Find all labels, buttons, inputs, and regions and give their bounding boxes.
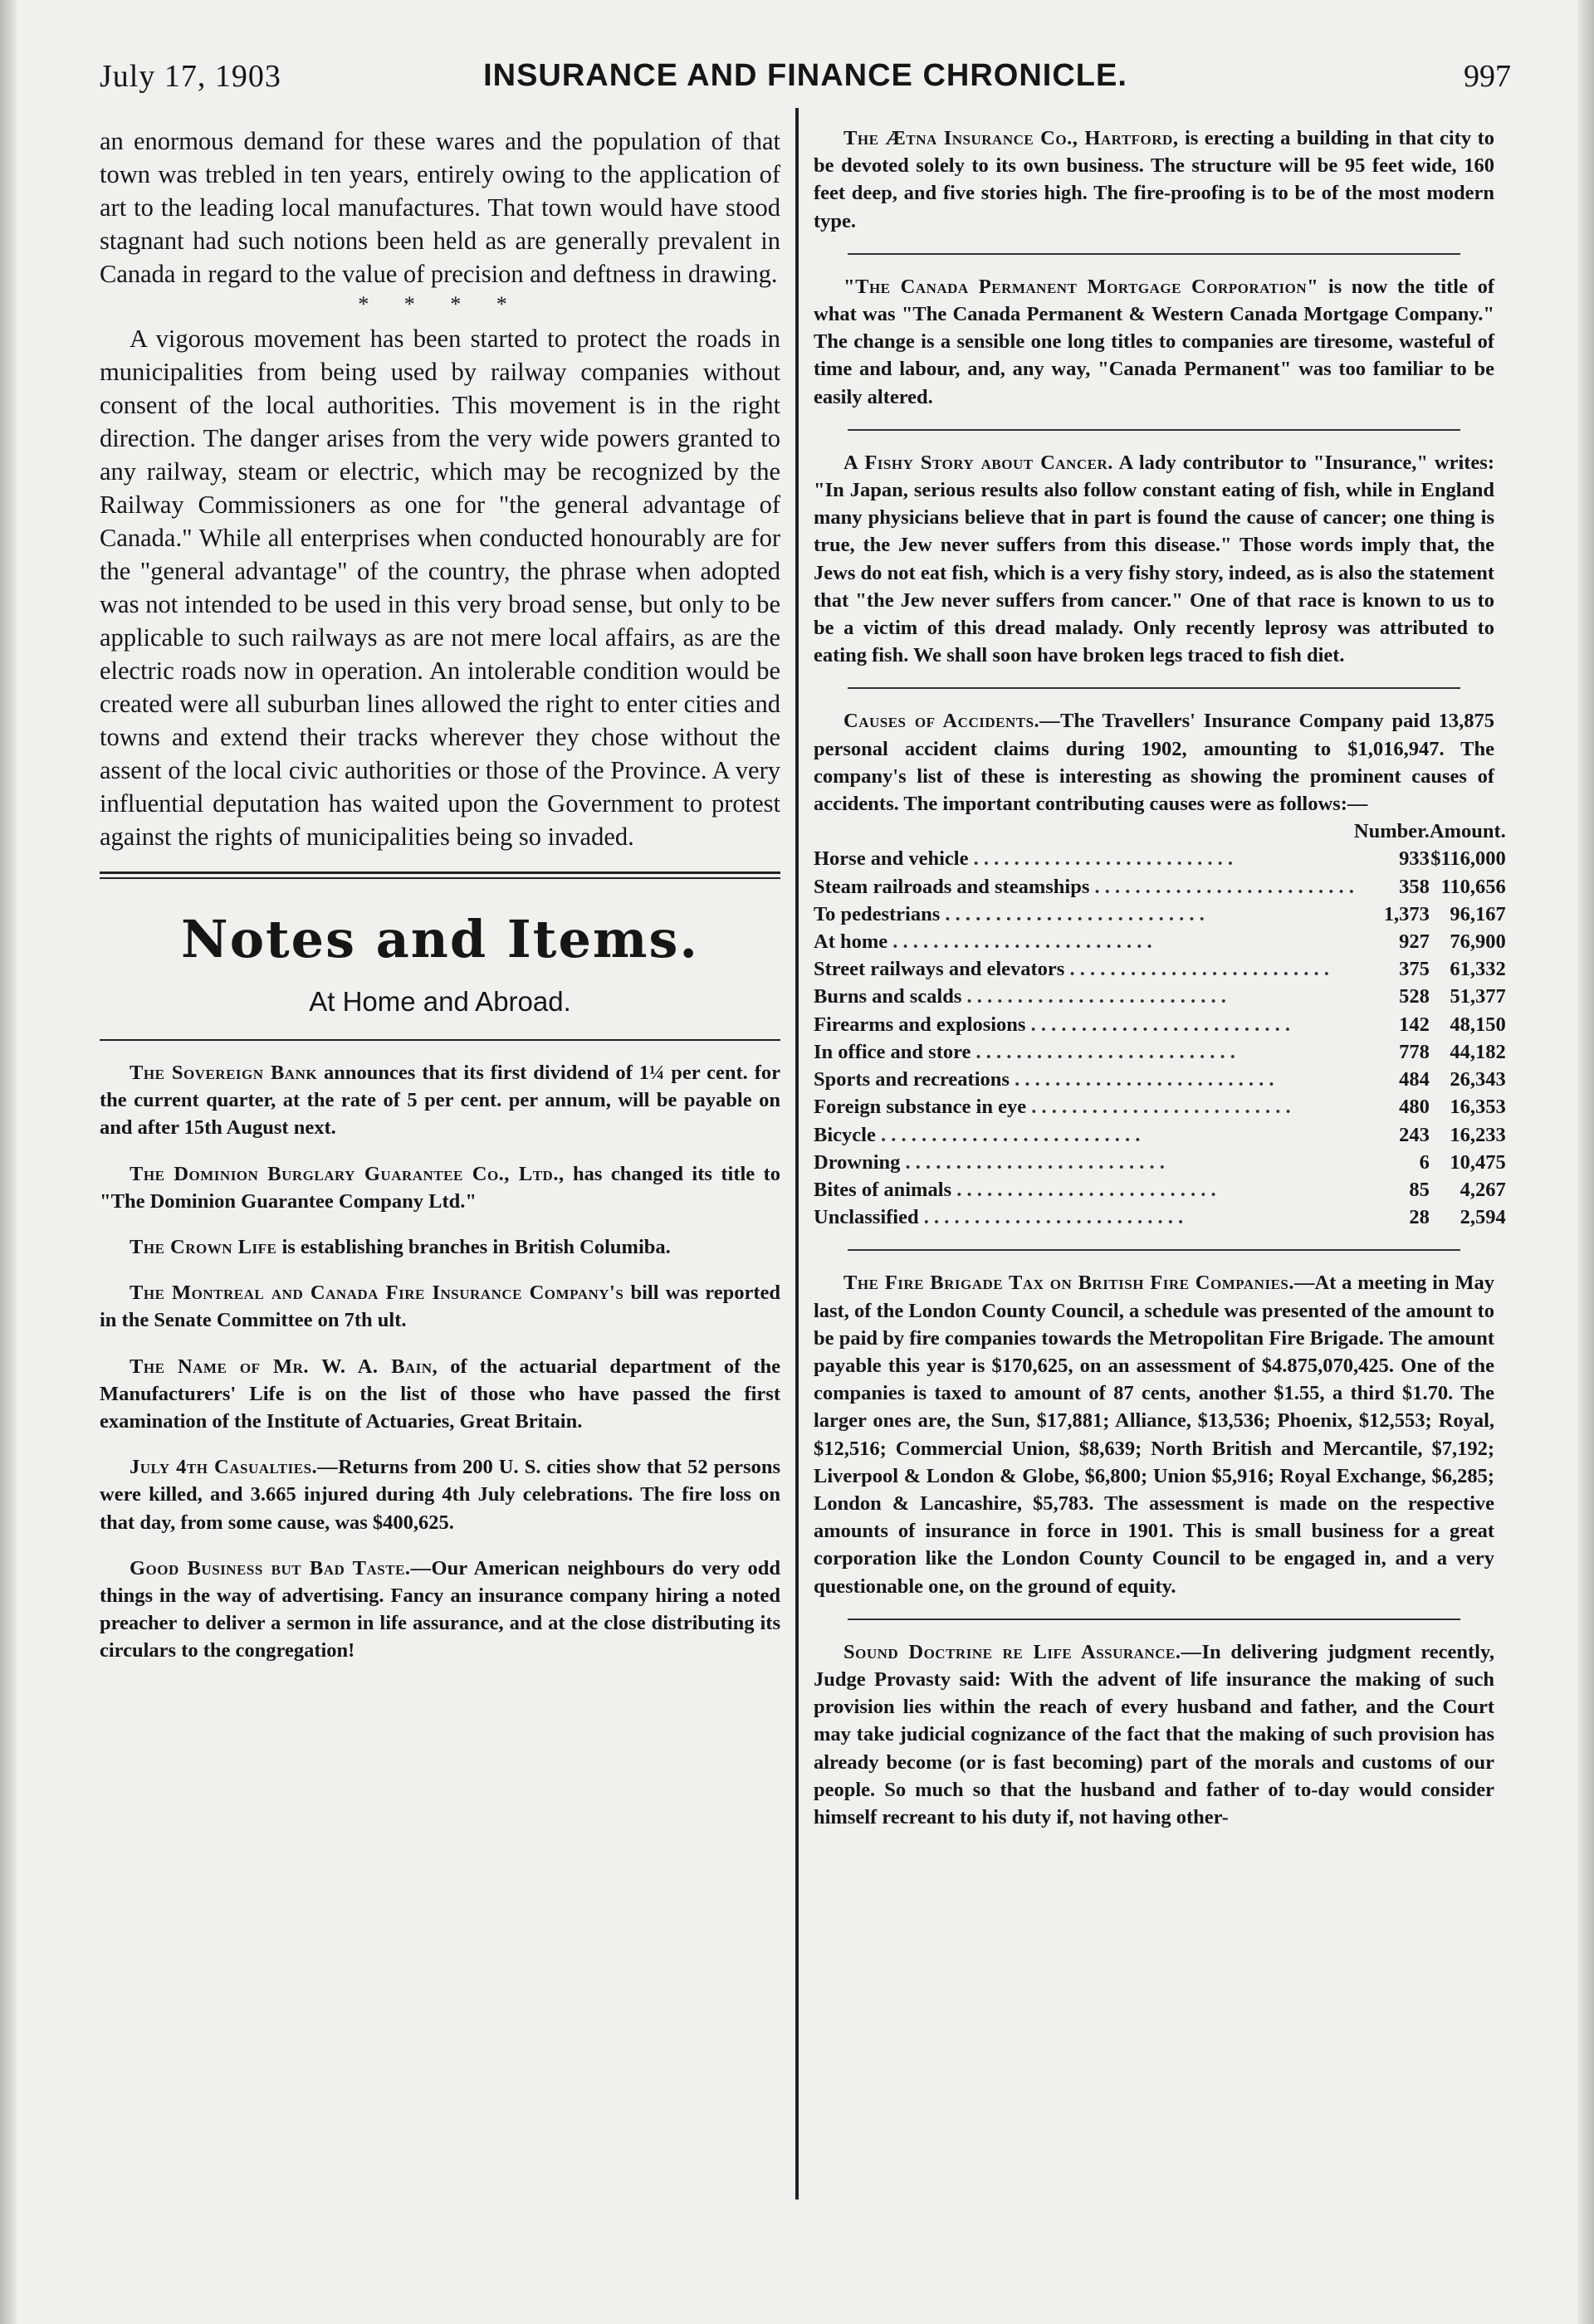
note-lead: "The Canada Permanent Mortgage Corporation" bbox=[843, 275, 1319, 298]
left-column bbox=[100, 124, 780, 1683]
note-fire-brigade-tax bbox=[814, 1269, 1494, 1599]
amount-cell: 2,594 bbox=[1460, 1206, 1506, 1229]
amount-cell: 10,475 bbox=[1450, 1150, 1506, 1174]
number-cell: 480 bbox=[1399, 1096, 1430, 1119]
amount-cell: 16,353 bbox=[1450, 1096, 1506, 1119]
amount-cell: 48,150 bbox=[1450, 1013, 1506, 1036]
leader-dots: . . . . . . . . . . . . . . . . . . . . . . . . . . bbox=[918, 1206, 1184, 1229]
table-row bbox=[814, 1038, 1506, 1066]
section-subtitle: At Home and Abroad. bbox=[309, 986, 571, 1017]
leader-dots: . . . . . . . . . . . . . . . . . . . . . . . . . . bbox=[1025, 1013, 1290, 1036]
cause-label: Burns and scalds bbox=[814, 985, 962, 1008]
amount-cell: 76,900 bbox=[1450, 930, 1506, 954]
note-canada-permanent bbox=[814, 273, 1494, 411]
cause-label: Bites of animals bbox=[814, 1178, 952, 1201]
table-row bbox=[814, 1204, 1506, 1231]
table-header-amount: Amount. bbox=[1429, 820, 1506, 843]
note-july-4th-casualties bbox=[100, 1453, 780, 1536]
leader-dots: . . . . . . . . . . . . . . . . . . . . . . . . . . bbox=[1009, 1068, 1274, 1091]
note-lead: The Dominion Burglary Guarantee Co., Ltd., bbox=[130, 1162, 565, 1185]
cause-cell bbox=[814, 928, 1354, 955]
cause-cell bbox=[814, 983, 1354, 1010]
cause-cell bbox=[814, 845, 1354, 872]
number-cell: 927 bbox=[1399, 930, 1430, 954]
amount-cell: 4,267 bbox=[1460, 1178, 1506, 1201]
note-text: is erecting a building in that city to be devoted solely to its own business. The structure will be 95 feet wide, 160 feet deep, and five stories high. The fire-proofing is to be of the most modern type. bbox=[814, 127, 1494, 232]
table-row bbox=[814, 845, 1506, 872]
cause-label: Drowning bbox=[814, 1150, 901, 1174]
note-text: announces that its first dividend of 1¼ per cent. for the current quarter, at the rate of 5 per cent. per annum, will be payable on and after 15th August next. bbox=[100, 1062, 781, 1140]
amount-cell: 44,182 bbox=[1450, 1040, 1506, 1063]
table-row bbox=[814, 1176, 1506, 1204]
note-crown-life bbox=[100, 1233, 780, 1261]
note-good-business-bad-taste bbox=[100, 1555, 780, 1665]
number-cell: 6 bbox=[1419, 1150, 1430, 1174]
cause-label: Street railways and elevators bbox=[814, 958, 1065, 981]
note-sovereign-bank bbox=[100, 1059, 780, 1142]
amount-cell: 51,377 bbox=[1450, 985, 1506, 1008]
table-header-number: Number. bbox=[1353, 820, 1430, 843]
section-separator: * * * * bbox=[358, 292, 522, 316]
number-cell: 933 bbox=[1399, 847, 1430, 871]
table-row bbox=[814, 955, 1506, 983]
scan-edge-left bbox=[0, 0, 17, 2324]
table-header-row bbox=[814, 818, 1506, 845]
page-number: 997 bbox=[1464, 59, 1511, 94]
leader-dots: . . . . . . . . . . . . . . . . . . . . . . . . . . bbox=[1026, 1096, 1291, 1119]
note-text: is now the title of what was "The Canada Permanent & Western Canada Mortgage Company." The change is a sensible one long titles to companies are tiresome, wasteful of time and labour, and, any way, "Canada Permanent" was too familiar to be easily altered. bbox=[814, 275, 1494, 408]
note-lead: Sound Doctrine re Life Assurance.— bbox=[843, 1640, 1202, 1663]
leader-dots: . . . . . . . . . . . . . . . . . . . . . . . . . . bbox=[951, 1178, 1216, 1201]
cause-label: To pedestrians bbox=[814, 902, 941, 925]
table-row bbox=[814, 1149, 1506, 1176]
table-row bbox=[814, 983, 1506, 1010]
amount-cell: 96,167 bbox=[1450, 902, 1506, 925]
number-cell: 243 bbox=[1399, 1123, 1430, 1146]
number-cell: 358 bbox=[1399, 875, 1430, 898]
number-cell: 85 bbox=[1409, 1178, 1430, 1201]
cause-cell bbox=[814, 901, 1354, 928]
note-aetna-insurance bbox=[814, 124, 1494, 235]
note-divider bbox=[848, 429, 1460, 431]
table-row bbox=[814, 1066, 1506, 1093]
header-date: July 17, 1903 bbox=[100, 59, 281, 94]
leader-dots: . . . . . . . . . . . . . . . . . . . . . . . . . . bbox=[940, 902, 1205, 925]
note-sound-doctrine bbox=[814, 1638, 1494, 1831]
cause-label: Bicycle bbox=[814, 1123, 876, 1146]
accident-table-body bbox=[814, 845, 1506, 1231]
note-text: bill was reported in the Senate Committee on 7th ult. bbox=[100, 1282, 780, 1332]
cause-label: Unclassified bbox=[814, 1206, 919, 1229]
leader-dots: . . . . . . . . . . . . . . . . . . . . . . . . . . bbox=[1064, 958, 1329, 981]
note-text: is establishing branches in British Columiba. bbox=[281, 1236, 671, 1259]
table-header-cause bbox=[814, 818, 1354, 845]
number-cell: 484 bbox=[1399, 1068, 1430, 1091]
number-cell: 28 bbox=[1409, 1206, 1430, 1229]
cause-cell bbox=[814, 1066, 1354, 1093]
cause-cell bbox=[814, 1204, 1354, 1231]
note-text: has changed its title to "The Dominion Guarantee Company Ltd." bbox=[100, 1162, 781, 1213]
column-rule bbox=[795, 108, 799, 2200]
header-title: INSURANCE AND FINANCE CHRONICLE. bbox=[483, 58, 1127, 93]
note-lead: The Ætna Insurance Co., Hartford, bbox=[843, 127, 1179, 149]
table-row bbox=[814, 1121, 1506, 1149]
note-divider bbox=[848, 687, 1460, 689]
leader-dots: . . . . . . . . . . . . . . . . . . . . . . . . . . bbox=[971, 1040, 1235, 1063]
leader-dots: . . . . . . . . . . . . . . . . . . . . . . . . . . bbox=[1089, 875, 1354, 898]
amount-cell: 110,656 bbox=[1440, 875, 1506, 898]
table-row bbox=[814, 1011, 1506, 1038]
cause-label: Horse and vehicle bbox=[814, 847, 969, 871]
newspaper-page bbox=[17, 0, 1577, 2324]
accident-causes-table bbox=[814, 818, 1506, 1231]
cause-label: Firearms and explosions bbox=[814, 1013, 1026, 1036]
cause-cell bbox=[814, 1038, 1354, 1066]
note-lead: A Fishy Story about Cancer. bbox=[843, 451, 1113, 474]
table-row bbox=[814, 873, 1506, 901]
table-row bbox=[814, 901, 1506, 928]
note-text: The Travellers' Insurance Company paid 13,875 personal accident claims during 1902, amounting to $1,016,947. The company's list of these is interesting as showing the prominent causes of accidents. The important contributing causes were as follows:— bbox=[814, 710, 1494, 816]
cause-label: Steam railroads and steamships bbox=[814, 875, 1090, 898]
note-lead: The Montreal and Canada Fire Insurance Company's bbox=[130, 1282, 624, 1305]
note-lead: The Sovereign Bank bbox=[130, 1062, 318, 1084]
leader-dots: . . . . . . . . . . . . . . . . . . . . . . . . . . bbox=[961, 985, 1226, 1008]
note-lead: The Fire Brigade Tax on British Fire Companies. bbox=[843, 1272, 1294, 1295]
left-paragraph-1: an enormous demand for these wares and the population of that town was trebled in ten years, entirely owing to the application of art to the leading local manufactures. That town would have stood stagnant had such notions been held as are generally prevalent in Canada in regard to the value of precision and deftness in drawing. bbox=[100, 127, 780, 288]
note-lead: Causes of Accidents.— bbox=[843, 710, 1061, 733]
leader-dots: . . . . . . . . . . . . . . . . . . . . . . . . . . bbox=[887, 930, 1152, 954]
number-cell: 142 bbox=[1399, 1013, 1430, 1036]
cause-label: Foreign substance in eye bbox=[814, 1096, 1027, 1119]
cause-cell bbox=[814, 1121, 1354, 1149]
left-paragraph-2: A vigorous movement has been started to protect the roads in municipalities from being used by railway companies without consent of the local authorities. This movement is in the right direction. The danger arises from the very wide powers granted to any railway, steam or electric, which may be recognized by the Railway Commissioners as one for "the general advantage of Canada." While all enterprises when conducted honourably are for the "general advantage" of the country, the phrase when adopted was not intended to be used in this very broad sense, but only to be applicable to such railways as are not mere local affairs, as are the electric roads now in operation. An intolerable condition would be created were all suburban lines allowed the right to enter cities and towns and extend their tracks wherever they chose without the assent of the local civic authorities or those of the Province. A very influential deputation has waited upon the Government to protest against the rights of municipalities being so invaded. bbox=[100, 325, 780, 851]
note-text: A lady contributor to "Insurance," writes: "In Japan, serious results also follow constant eating of fish, while in England many physicians believe that in part is found the cause of cancer; one thing is true, the Jew never suffers from this disease." Those words imply that, the Jews do not eat fish, which is a very fishy story, indeed, as is also the statement that "the Jew never suffers from cancer." One of that race is known to us to be a victim of this dread malady. Only recently leprosy was attributed to eating fish. We shall soon have broken legs traced to fish diet. bbox=[814, 451, 1495, 667]
note-text: —At a meeting in May last, of the London County Council, a schedule was presented of the amount to be paid by fire companies towards the Metropolitan Fire Brigade. The amount payable this year is $170,625, on an assessment of $4.875,070,425. One of the companies is taxed to amount of 87 cents, another $1.55, a third $1.70. The larger ones are, the Sun, $17,881; Alliance, $13,536; Phoenix, $12,553; Royal, $12,516; Commercial Union, $8,639; North British and Mercantile, $7,192; Liverpool & London & Globe, $6,800; Union $5,916; Royal Exchange, $6,285; London & Lancashire, $5,783. The assessment is made on the respective amounts of insurance in force in 1901. This is small business for a great corporation like the London County Council to be engaged in, and a very questionable one, on the ground of equity. bbox=[814, 1272, 1494, 1598]
cause-cell bbox=[814, 1149, 1354, 1176]
note-montreal-canada-fire bbox=[100, 1279, 780, 1334]
amount-cell: 16,233 bbox=[1450, 1123, 1506, 1146]
note-lead: The Name of Mr. W. A. Bain, bbox=[130, 1355, 438, 1378]
number-cell: 778 bbox=[1399, 1040, 1430, 1063]
number-cell: 528 bbox=[1399, 985, 1430, 1008]
subtitle-rule bbox=[100, 1039, 780, 1041]
amount-cell: 26,343 bbox=[1450, 1068, 1506, 1091]
table-row bbox=[814, 928, 1506, 955]
note-text: Returns from 200 U. S. cities show that 52 persons were killed, and 3.665 injured during 4th July celebrations. The fire loss on that day, from some cause, was $400,625. bbox=[100, 1456, 781, 1534]
leader-dots: . . . . . . . . . . . . . . . . . . . . . . . . . . bbox=[900, 1150, 1165, 1174]
cause-cell bbox=[814, 1176, 1354, 1204]
leader-dots: . . . . . . . . . . . . . . . . . . . . . . . . . . bbox=[968, 847, 1233, 871]
note-causes-of-accidents bbox=[814, 707, 1494, 818]
cause-label: At home bbox=[814, 930, 888, 954]
number-cell: 1,373 bbox=[1383, 902, 1430, 925]
cause-cell bbox=[814, 955, 1354, 983]
cause-cell bbox=[814, 1011, 1354, 1038]
note-wa-bain bbox=[100, 1353, 780, 1436]
note-divider bbox=[848, 253, 1460, 255]
table-row bbox=[814, 1093, 1506, 1120]
amount-cell: $116,000 bbox=[1430, 847, 1506, 871]
amount-cell: 61,332 bbox=[1450, 958, 1506, 981]
number-cell: 375 bbox=[1399, 958, 1430, 981]
cause-cell bbox=[814, 1093, 1354, 1120]
cause-cell bbox=[814, 873, 1354, 901]
leader-dots: . . . . . . . . . . . . . . . . . . . . . . . . . . bbox=[875, 1123, 1141, 1146]
cause-label: Sports and recreations bbox=[814, 1068, 1010, 1091]
note-divider bbox=[848, 1618, 1460, 1620]
note-text: of the actuarial department of the Manufacturers' Life is on the list of those who have passed the first examination of the Institute of Actuaries, Great Britain. bbox=[100, 1355, 780, 1433]
note-text: Our American neighbours do very odd things in the way of advertising. Fancy an insurance company hiring a noted preacher to deliver a sermon in life assurance, and at the close distributing its circulars to the congregation! bbox=[100, 1556, 781, 1662]
page-header bbox=[100, 58, 1511, 100]
note-dominion-burglary bbox=[100, 1160, 780, 1215]
note-lead: The Crown Life bbox=[130, 1236, 277, 1259]
note-divider bbox=[848, 1249, 1460, 1251]
note-lead: Good Business but Bad Taste.— bbox=[130, 1556, 432, 1579]
cause-label: In office and store bbox=[814, 1040, 971, 1063]
section-title: Notes and Items. bbox=[181, 909, 699, 969]
right-column bbox=[814, 124, 1506, 1849]
double-rule bbox=[100, 872, 780, 879]
scan-edge-right bbox=[1577, 0, 1594, 2324]
note-text: In delivering judgment recently, Judge Provasty said: With the advent of life insurance the making of such provision lies within the reach of every husband and father, and the Court may take judicial cognizance of the fact that the making of such provision has already become (or is fast becoming) part of the morals and customs of our people. So much so that the husband and father of to-day would consider himself recreant to his duty if, not having other- bbox=[814, 1640, 1494, 1828]
note-lead: July 4th Casualties.— bbox=[130, 1456, 339, 1479]
note-fishy-story bbox=[814, 449, 1494, 670]
